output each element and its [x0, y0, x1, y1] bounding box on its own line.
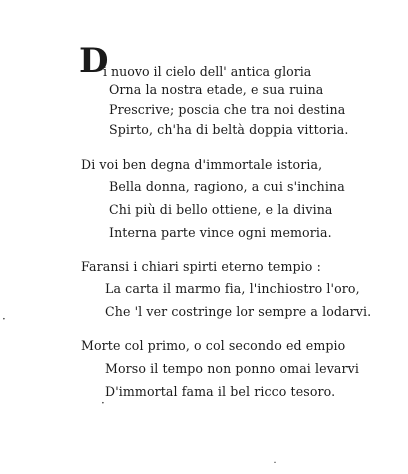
scan-speck: · [101, 396, 105, 410]
poem-line: Faransi i chiari spirti eterno tempio : [81, 259, 321, 274]
poem-line: Che 'l ver costringe lor sempre a lodarvi. [105, 304, 372, 319]
poem-line: Morso il tempo non ponno omai levarvi [105, 361, 359, 376]
poem-line: Spirto, ch'ha di beltà doppia vittoria. [109, 122, 349, 137]
poem-line: Morte col primo, o col secondo ed empio [81, 338, 346, 353]
poem-line: i nuovo il cielo dell' antica gloria [103, 64, 312, 79]
poem-line: D'immortal fama il bel ricco tesoro. [105, 384, 336, 399]
poem-line: Orna la nostra etade, e sua ruina [109, 82, 324, 97]
scan-speck: · [2, 312, 6, 326]
poem-line: Interna parte vince ogni memoria. [109, 225, 332, 240]
poem-line: Di voi ben degna d'immortale istoria, [81, 157, 323, 172]
drop-cap: D [79, 41, 109, 81]
poem-line: Prescrive; poscia che tra noi destina [109, 102, 346, 117]
poem-line: Bella donna, ragiono, a cui s'inchina [109, 179, 345, 194]
poem-line: Chi più di bello ottiene, e la divina [109, 202, 333, 217]
scan-speck: ˙ [272, 460, 278, 474]
poem-line: La carta il marmo fia, l'inchiostro l'oro, [105, 281, 360, 296]
